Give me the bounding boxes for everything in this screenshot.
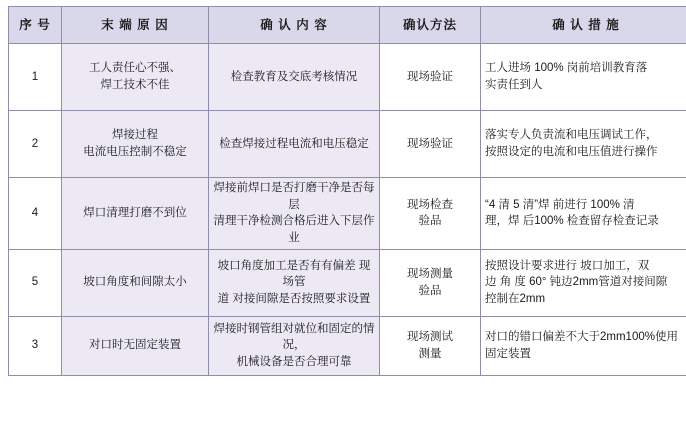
cell-cause [62,178,209,250]
cell-line: 按照设定的电流和电压值进行操作 [485,146,658,158]
cell-measure [481,249,686,316]
table-body [9,44,686,376]
cell-content [209,178,380,250]
cell-no: 2 [9,111,62,178]
column-header-cause: 末 端 原 因 [62,7,209,44]
cell-line: 电流电压控制不稳定 [83,146,187,158]
cell-cause [62,316,209,375]
cell-line: 测量 [418,347,442,360]
table-row [9,178,686,250]
table-row [9,44,686,111]
table-row [9,316,686,375]
cell-method [380,178,481,250]
cell-line: 焊接过程 [112,129,158,142]
cell-cause [62,249,209,316]
cell-line: 检查焊接过程电流和电压稳定 [219,137,369,150]
cell-line: 理，焊 后100% 检查留存检查记录 [485,215,659,228]
cell-line: “4 清 5 清”焊 前进行 100% 清 [485,198,635,211]
cell-line: 焊接前焊口是否打磨干净是否每层 [213,182,375,211]
cell-method [380,316,481,375]
cell-cause [62,111,209,178]
cell-line: 工人责任心不强、 [89,62,181,75]
table-header [9,7,686,44]
column-header-measure: 确 认 措 施 [481,7,686,44]
cell-line: 对口时无固定装置 [89,339,181,352]
cell-line: 实责任到人 [485,79,543,91]
column-header-content: 确 认 内 容 [209,7,380,44]
cell-line: 按照设计要求进行 坡口加工，双 [485,259,650,272]
cell-method [380,44,481,111]
cell-line: 现场测量 [407,268,453,281]
cell-method [380,111,481,178]
cell-line: 现场测试 [407,331,453,344]
cell-measure [481,178,686,250]
cell-method [380,249,481,316]
cell-line: 固定装置 [485,347,531,360]
cell-no: 4 [9,178,62,250]
cell-line: 焊口清理打磨不到位 [83,207,187,219]
column-header-no: 序 号 [9,7,62,44]
cell-no: 5 [9,249,62,316]
table-row [9,249,686,316]
cell-line: 验品 [418,215,442,228]
cell-line: 焊工技术不佳 [100,79,170,91]
cell-content [209,44,380,111]
cell-line: 焊接时钢管组对就位和固定的情况， [213,322,375,352]
cell-line: 坡口角度加工是否有有偏差 现场管 [217,259,371,289]
cell-line: 清理干净检测合格后进入下层作业 [213,215,375,245]
cell-line: 验品 [418,284,442,297]
confirmation-table [8,6,686,376]
cell-cause [62,44,209,111]
cell-line: 对口的错口偏差不大于2mm100%使用 [485,331,678,344]
column-header-method: 确认方法 [380,7,481,44]
cell-line: 现场验证 [407,70,453,83]
cell-line: 现场检查 [407,198,453,211]
cell-measure [481,316,686,375]
cell-measure [481,44,686,111]
table-row [9,111,686,178]
cell-line: 机械设备是否合理可靠 [236,356,352,369]
cell-no: 1 [9,44,62,111]
cell-line: 控制在2mm [485,293,546,306]
table-header-row [9,7,686,44]
cell-line: 现场验证 [407,137,453,150]
cell-line: 坡口角度和间隙太小 [83,276,187,289]
cell-line: 道 对接间隙是否按照要求设置 [217,293,371,306]
cell-line: 落实专人负责流和电压调试工作， [485,129,658,142]
cell-line: 工人进场 100% 岗前培训教育落 [485,62,648,75]
cell-content [209,249,380,316]
cell-no: 3 [9,316,62,375]
cell-line: 边 角 度 60° 钝边2mm管道对接间隙 [485,276,668,289]
cell-content [209,316,380,375]
cell-content [209,111,380,178]
cell-line: 检查教育及交底考核情况 [230,70,358,83]
cell-measure [481,111,686,178]
